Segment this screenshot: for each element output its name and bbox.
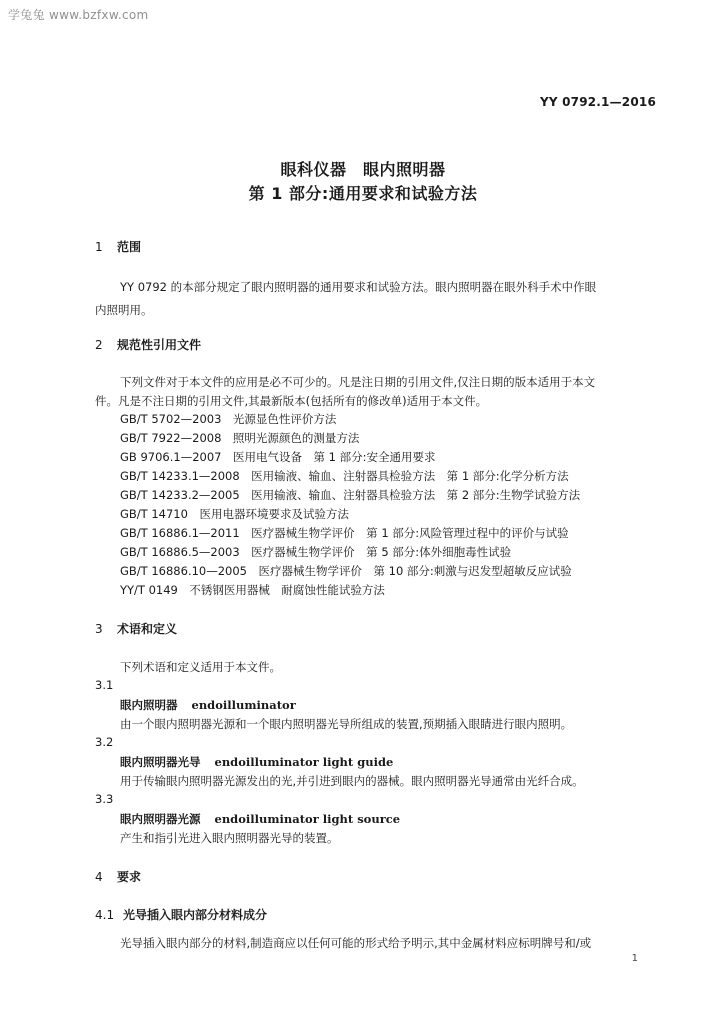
terms-intro: 下列术语和定义适用于本文件。 [120,660,281,674]
section-4-heading [95,868,141,885]
section-title: 规范性引用文件 [117,338,202,352]
term-definition: 产生和指引光进入眼内照明器光导的装置。 [120,831,339,845]
term-number: 3.1 [95,678,114,692]
section-title: 术语和定义 [117,622,178,636]
title-line-2: 第 1 部分:通用要求和试验方法 [248,184,478,203]
term-number: 3.3 [95,792,114,806]
scope-text-line-2: 内照明用。 [95,303,153,317]
reference-item: YY/T 0149 不锈钢医用器械 耐腐蚀性能试验方法 [120,583,385,597]
scope-text-line-1: YY 0792 的本部分规定了眼内照明器的通用要求和试验方法。眼内照明器在眼外科手术中作眼 [120,280,597,294]
section-title: 要求 [117,870,142,884]
reference-item: GB/T 16886.5—2003 医疗器械生物学评价 第 5 部分:体外细胞毒性试验 [120,545,512,559]
section-number: 2 [95,338,103,352]
reference-item: GB/T 14233.2—2005 医用输液、输血、注射器具检验方法 第 2 部分:生物学试验方法 [120,488,581,502]
reference-item: GB/T 7922—2008 照明光源颜色的测量方法 [120,431,360,445]
requirement-4-1-text: 光导插入眼内部分的材料,制造商应以任何可能的形式给予明示,其中金属材料应标明牌号和/或 [120,936,592,950]
term-heading [120,811,400,827]
term-english: endoilluminator light guide [214,755,394,769]
section-number: 4.1 [95,908,115,922]
section-2-heading [95,336,201,353]
section-title: 范围 [117,240,142,254]
section-number: 4 [95,870,103,884]
term-name: 眼内照明器光导 [120,755,201,769]
term-definition: 用于传输眼内照明器光源发出的光,并引进到眼内的器械。眼内照明器光导通常由光纤合成。 [120,774,584,788]
title-line-1: 眼科仪器 眼内照明器 [280,160,446,179]
term-name: 眼内照明器光源 [120,812,201,826]
term-heading [120,754,393,770]
reference-item: GB/T 14710 医用电器环境要求及试验方法 [120,507,349,521]
term-english: endoilluminator [191,698,296,712]
term-english: endoilluminator light source [214,812,401,826]
section-4-1-heading [95,906,267,923]
term-name: 眼内照明器 [120,698,178,712]
term-heading [120,697,296,713]
section-title: 光导插入眼内部分材料成分 [123,908,268,922]
term-number: 3.2 [95,735,114,749]
watermark: 学兔兔 www.bzfxw.com [8,8,149,22]
section-3-heading [95,620,177,637]
reference-item: GB/T 16886.10—2005 医疗器械生物学评价 第 10 部分:刺激与迟发型超敏反应试验 [120,564,572,578]
normative-intro-line-1: 下列文件对于本文件的应用是必不可少的。凡是注日期的引用文件,仅注日期的版本适用于本文 [120,375,596,389]
standard-code: YY 0792.1—2016 [539,95,656,109]
reference-item: GB/T 16886.1—2011 医疗器械生物学评价 第 1 部分:风险管理过程中的评价与试验 [120,526,569,540]
reference-item: GB 9706.1—2007 医用电气设备 第 1 部分:安全通用要求 [120,450,436,464]
page-number: 1 [631,953,638,964]
normative-intro-line-2: 件。凡是不注日期的引用文件,其最新版本(包括所有的修改单)适用于本文件。 [95,394,488,408]
section-number: 1 [95,240,103,254]
reference-item: GB/T 5702—2003 光源显色性评价方法 [120,412,337,426]
term-definition: 由一个眼内照明器光源和一个眼内照明器光导所组成的装置,预期插入眼睛进行眼内照明。 [120,717,573,731]
section-1-heading [95,238,141,255]
section-number: 3 [95,622,103,636]
reference-item: GB/T 14233.1—2008 医用输液、输血、注射器具检验方法 第 1 部分:化学分析方法 [120,469,569,483]
